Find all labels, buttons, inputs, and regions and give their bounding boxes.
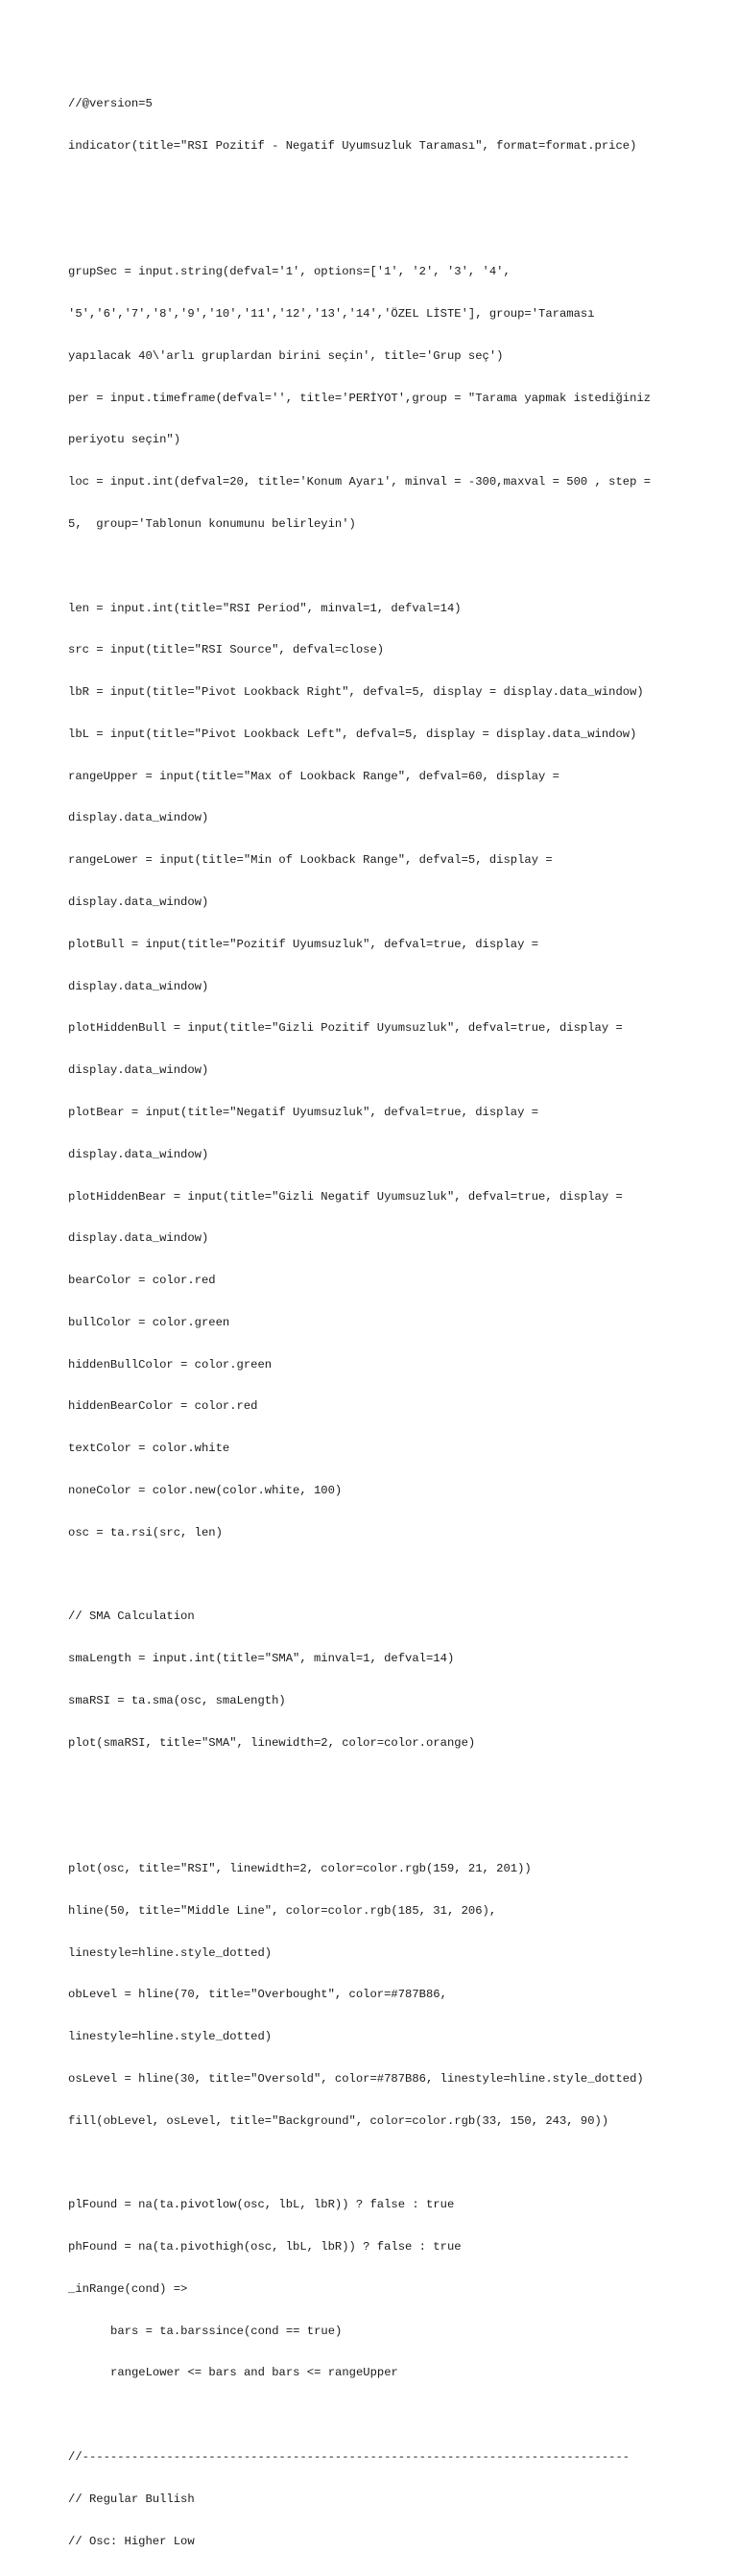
code-line: plot(smaRSI, title="SMA", linewidth=2, color=color.orange) [68, 1735, 476, 1750]
blank-line [68, 224, 682, 238]
code-listing [68, 69, 682, 2576]
code-line: plotHiddenBear = input(title="Gizli Negatif Uyumsuzluk", defval=true, display = [68, 1189, 623, 1204]
blank-line [68, 181, 682, 196]
code-line: phFound = na(ta.pivothigh(osc, lbL, lbR)) ? false : true [68, 2240, 462, 2254]
blank-line [68, 2156, 682, 2170]
code-line: indicator(title="RSI Pozitif - Negatif Uyumsuzluk Taraması", format=format.price) [68, 138, 637, 153]
code-line: fill(obLevel, osLevel, title="Background", color=color.rgb(33, 150, 243, 90)) [68, 2113, 609, 2128]
code-line: rangeLower = input(title="Min of Lookback Range", defval=5, display = [68, 853, 553, 868]
code-line: _inRange(cond) => [68, 2281, 188, 2296]
blank-line [68, 1820, 682, 1834]
blank-line [68, 2408, 682, 2422]
code-line: display.data_window) [68, 979, 209, 993]
code-line: yapılacak 40\'arlı gruplardan birini seçin', title='Grup seç') [68, 348, 504, 363]
code-separator: //------------------------------------------------------------------------------ [68, 2449, 630, 2464]
code-line: '5','6','7','8','9','10','11','12','13','14','ÖZEL LİSTE'], group='Taraması [68, 307, 595, 322]
code-line: bearColor = color.red [68, 1274, 216, 1288]
code-line: textColor = color.white [68, 1442, 230, 1456]
code-line-indented: rangeLower <= bars and bars <= rangeUpper [110, 2366, 398, 2380]
blank-line [68, 1777, 682, 1792]
code-line: hiddenBearColor = color.red [68, 1399, 258, 1414]
code-line: obLevel = hline(70, title="Overbought", color=#787B86, [68, 1988, 447, 2002]
code-line: per = input.timeframe(defval='', title='PERİYOT',group = "Tarama yapmak istediğiniz [68, 391, 652, 405]
code-comment: // SMA Calculation [68, 1610, 195, 1624]
code-line: hiddenBullColor = color.green [68, 1357, 273, 1371]
blank-line [68, 560, 682, 574]
code-line: display.data_window) [68, 1231, 209, 1246]
code-line: lbL = input(title="Pivot Lookback Left", defval=5, display = display.data_window) [68, 727, 637, 741]
code-line: display.data_window) [68, 811, 209, 825]
code-line: len = input.int(title="RSI Period", minval=1, defval=14) [68, 601, 462, 615]
code-line: osc = ta.rsi(src, len) [68, 1525, 223, 1539]
code-comment: // Regular Bullish [68, 2492, 195, 2506]
code-line: src = input(title="RSI Source", defval=close) [68, 643, 385, 657]
code-line: lbR = input(title="Pivot Lookback Right", defval=5, display = display.data_window) [68, 685, 644, 700]
code-line: display.data_window) [68, 895, 209, 910]
code-line: loc = input.int(defval=20, title='Konum Ayarı', minval = -300,maxval = 500 , step = [68, 475, 652, 489]
code-line: hline(50, title="Middle Line", color=color.rgb(185, 31, 206), [68, 1903, 497, 1918]
code-line: smaLength = input.int(title="SMA", minval=1, defval=14) [68, 1652, 455, 1666]
code-line: grupSec = input.string(defval='1', options=['1', '2', '3', '4', [68, 265, 511, 279]
code-line: //@version=5 [68, 97, 153, 111]
code-line: linestyle=hline.style_dotted) [68, 2030, 273, 2044]
code-line: rangeUpper = input(title="Max of Lookback Range", defval=60, display = [68, 769, 559, 783]
code-line: plotBull = input(title="Pozitif Uyumsuzluk", defval=true, display = [68, 937, 539, 951]
code-line: display.data_window) [68, 1063, 209, 1078]
code-line: osLevel = hline(30, title="Oversold", color=#787B86, linestyle=hline.style_dotted) [68, 2071, 644, 2086]
code-line: plotHiddenBull = input(title="Gizli Pozitif Uyumsuzluk", defval=true, display = [68, 1021, 623, 1036]
code-line: plotBear = input(title="Negatif Uyumsuzluk", defval=true, display = [68, 1105, 539, 1119]
code-line: plot(osc, title="RSI", linewidth=2, color=color.rgb(159, 21, 201)) [68, 1862, 532, 1875]
code-line: periyotu seçin") [68, 433, 181, 447]
code-line: noneColor = color.new(color.white, 100) [68, 1483, 343, 1497]
code-line: linestyle=hline.style_dotted) [68, 1945, 273, 1960]
code-line: plFound = na(ta.pivotlow(osc, lbL, lbR)) ? false : true [68, 2198, 455, 2212]
blank-line [68, 1568, 682, 1583]
code-comment: // Osc: Higher Low [68, 2534, 195, 2548]
code-line-indented: bars = ta.barssince(cond == true) [110, 2324, 343, 2338]
code-line: smaRSI = ta.sma(osc, smaLength) [68, 1693, 286, 1707]
code-line: 5, group='Tablonun konumunu belirleyin') [68, 517, 356, 531]
code-line: bullColor = color.green [68, 1315, 230, 1329]
code-line: display.data_window) [68, 1147, 209, 1161]
